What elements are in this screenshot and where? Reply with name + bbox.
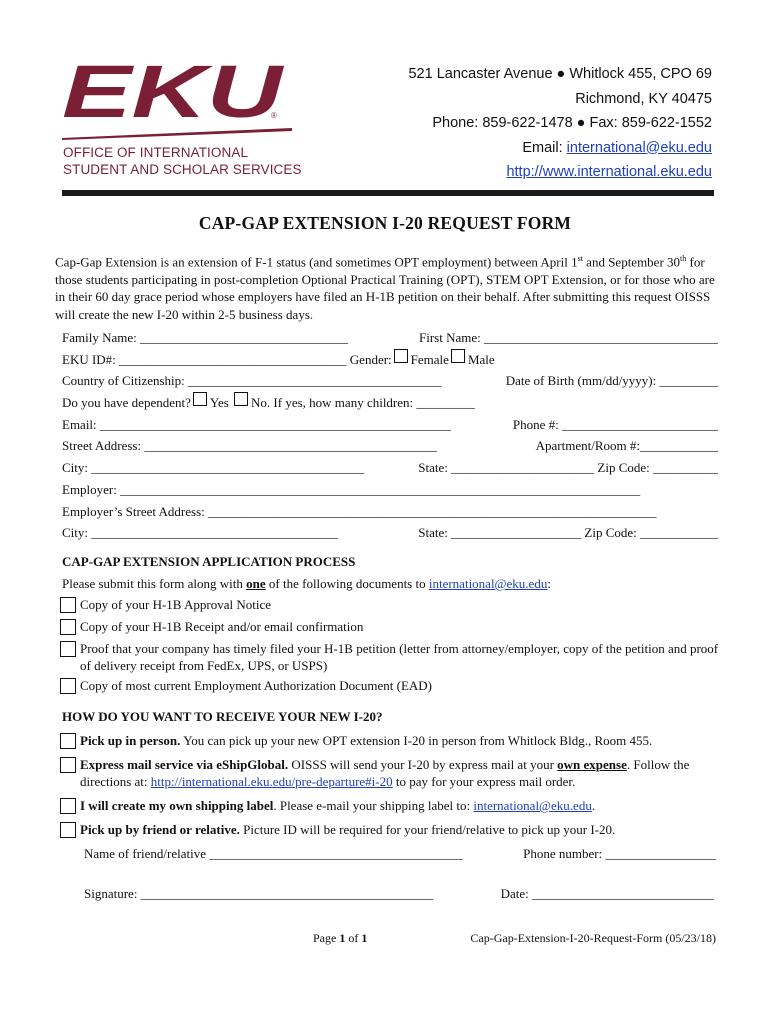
friend-checkbox[interactable] [60, 822, 76, 838]
dependent-yes-checkbox[interactable] [193, 392, 207, 406]
submit-email-link[interactable]: international@eku.edu [428, 576, 548, 591]
eku-logo [60, 60, 295, 140]
office-name [63, 144, 302, 178]
employer-city-field[interactable]: City: ______________________________________ [62, 525, 339, 541]
dependent-label: Do you have dependent? [62, 395, 191, 411]
submit-instructions: Please submit this form along with one of the following documents to international@eku.edu: [62, 576, 551, 591]
employer-field[interactable]: Employer: ________________________________________________________________________________ [62, 481, 641, 497]
doc-proof-checkbox[interactable] [60, 641, 76, 657]
eshipglobal-link[interactable]: http://international.eku.edu/pre-departure#i-20 [150, 774, 393, 789]
office-line-2: STUDENT AND SCHOLAR SERVICES [63, 162, 302, 177]
email-field[interactable]: Email: ______________________________________________________ [62, 416, 451, 432]
doc-ead-checkbox[interactable] [60, 678, 76, 694]
female-label: Female [410, 351, 449, 367]
email-label: Email: [522, 139, 567, 156]
employer-zip-field[interactable]: Zip Code: ____________ [584, 525, 718, 541]
doc-receipt-checkbox[interactable] [60, 619, 76, 635]
form-id: Cap-Gap-Extension-I-20-Request-Form (05/23/18) [470, 931, 716, 945]
gender-label: Gender: [349, 351, 392, 367]
header-divider [62, 190, 714, 196]
website-line [408, 160, 712, 185]
phone-fax: Phone: 859-622-1478 ● Fax: 859-622-1552 [432, 115, 712, 131]
process-heading: CAP-GAP EXTENSION APPLICATION PROCESS [62, 554, 356, 569]
website-link[interactable]: http://www.international.eku.edu [506, 164, 712, 180]
dependent-no-checkbox[interactable] [234, 392, 248, 406]
phone-field[interactable]: Phone #: ________________________ [512, 416, 718, 432]
doc-approval-checkbox[interactable] [60, 597, 76, 613]
student-fields [62, 327, 718, 544]
yes-label: Yes [209, 395, 229, 411]
family-name-field[interactable]: Family Name: ________________________________ [62, 330, 348, 345]
friend-phone-field[interactable]: Phone number: _________________ [523, 846, 716, 861]
state-field[interactable]: State: ______________________ [418, 460, 595, 476]
doc-option-ead: Copy of most current Employment Authorization Document (EAD) [60, 677, 720, 694]
receive-option-label: I will create my own shipping label. Please e-mail your shipping label to: international@eku.edu. [60, 797, 720, 814]
svg-text:®: ® [271, 111, 277, 120]
office-line-1: OFFICE OF INTERNATIONAL [63, 145, 249, 160]
no-children-field[interactable]: No. If yes, how many children: _________ [251, 395, 475, 411]
receive-option-express: Express mail service via eShipGlobal. OISSS will send your I-20 by express mail at your own expense. Follow the directions at: http://international.eku.edu/pre-departure#i-20 to pay for your express mail order. [60, 756, 720, 790]
pickup-checkbox[interactable] [60, 733, 76, 749]
street-field[interactable]: Street Address: _____________________________________________ [62, 438, 437, 454]
header-email-link[interactable]: international@eku.edu [566, 139, 712, 156]
male-checkbox[interactable] [451, 349, 465, 363]
employer-state-field[interactable]: State: ____________________ [418, 525, 582, 541]
receive-heading: HOW DO YOU WANT TO RECEIVE YOUR NEW I-20? [62, 709, 383, 724]
date-field[interactable]: Date: ____________________________ [500, 886, 714, 901]
city-field[interactable]: City: __________________________________________ [62, 460, 365, 476]
male-label: Male [467, 351, 495, 367]
eku-id-field[interactable]: EKU ID#: ___________________________________ [62, 351, 347, 367]
apartment-field[interactable]: Apartment/Room #:____________ [535, 438, 718, 454]
form-title: CAP-GAP EXTENSION I-20 REQUEST FORM [198, 213, 572, 233]
country-field[interactable]: Country of Citizenship: _______________________________________ [62, 373, 442, 389]
signature-field[interactable]: Signature: _____________________________________________ [84, 886, 434, 901]
receive-option-pickup: Pick up in person. You can pick up your new OPT extension I-20 in person from Whitlock Bldg., Room 455. [60, 732, 720, 749]
own-label-checkbox[interactable] [60, 798, 76, 814]
female-checkbox[interactable] [394, 349, 408, 363]
label-email-link[interactable]: international@eku.edu [473, 798, 592, 813]
eku-logo-text: EKU [62, 60, 285, 133]
express-checkbox[interactable] [60, 757, 76, 773]
zip-field[interactable]: Zip Code: __________ [597, 460, 718, 476]
doc-option-approval: Copy of your H-1B Approval Notice [60, 596, 720, 613]
email-line [408, 136, 712, 161]
doc-option-receipt: Copy of your H-1B Receipt and/or email confirmation [60, 618, 720, 635]
dob-field[interactable]: Date of Birth (mm/dd/yyyy): _________ [505, 373, 718, 389]
intro-paragraph: Cap-Gap Extension is an extension of F-1 status (and sometimes OPT employment) between April 1st and September 30th for those students participating in post-completion Optional Practical Training (OPT), STEM OPT Extension, or for those who are in their 60 day grace period whose employers have filed an H-1B petition on their behalf. After submitting this request OISSS will create the new I-20 within 2-5 business days. [55, 254, 715, 322]
employer-street-field[interactable]: Employer’s Street Address: _____________________________________________________________________ [62, 503, 657, 519]
address-line-2: Richmond, KY 40475 [575, 90, 712, 107]
contact-block [408, 62, 712, 185]
address-line-1: 521 Lancaster Avenue ● Whitlock 455, CPO 69 [408, 66, 712, 82]
doc-option-proof: Proof that your company has timely filed your H-1B petition (letter from attorney/employer, copy of the petition and proof of delivery receipt from FedEx, UPS, or USPS) [60, 640, 720, 674]
page-number: Page 1 of 1 [313, 931, 368, 945]
friend-name-field[interactable]: Name of friend/relative _______________________________________ [84, 846, 463, 861]
first-name-field[interactable]: First Name: ____________________________________ [419, 330, 718, 345]
receive-option-friend: Pick up by friend or relative. Picture ID will be required for your friend/relative to pick up your I-20. [60, 821, 720, 838]
